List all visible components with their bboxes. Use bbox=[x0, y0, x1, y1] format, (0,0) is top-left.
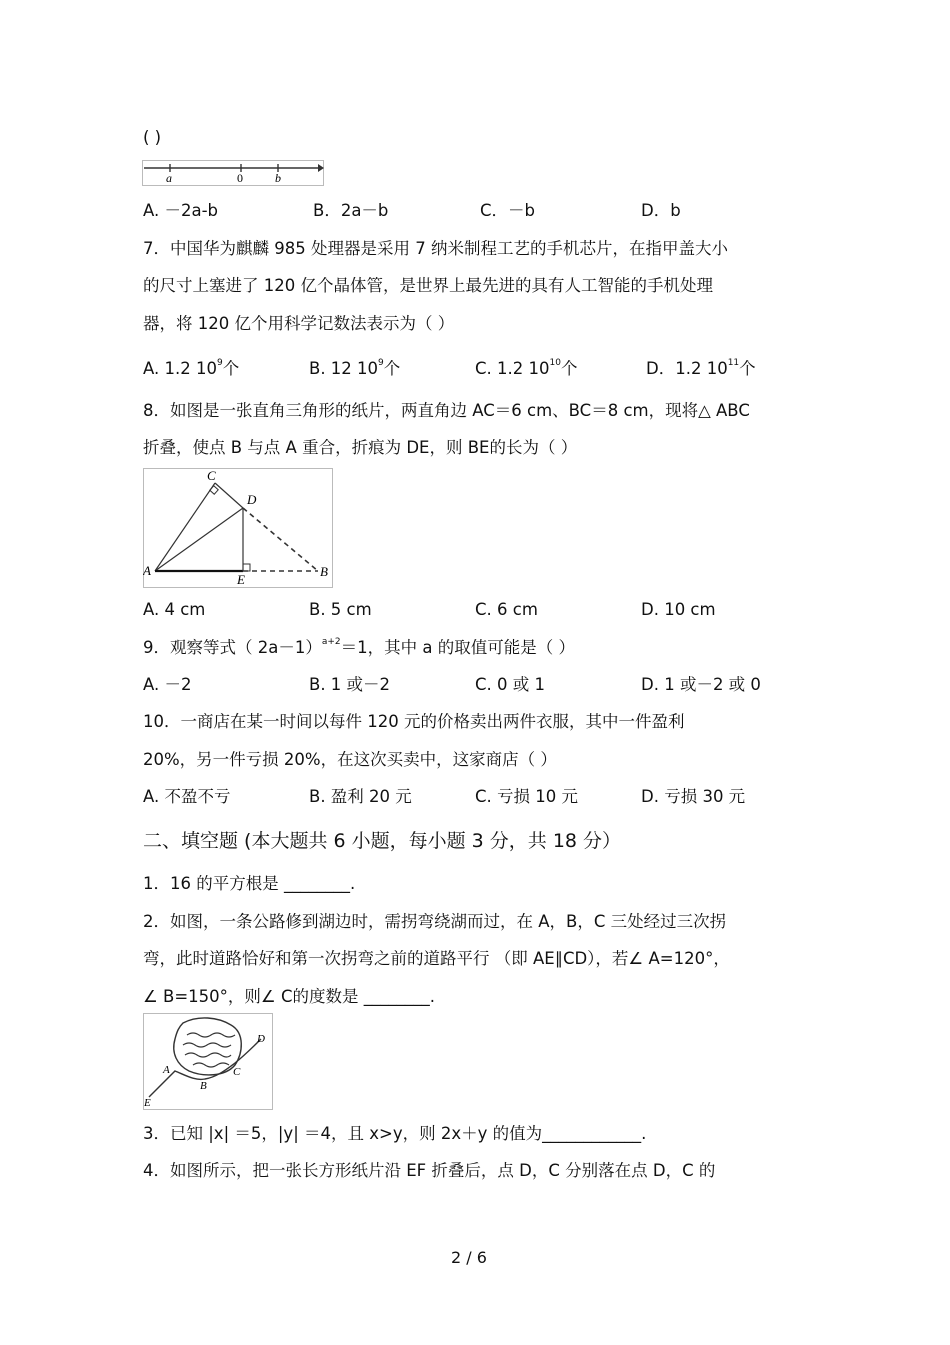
q7-option-d: D．1.2 $10^{11}$个 bbox=[646, 358, 756, 378]
q10-option-a: A. 不盈不亏 bbox=[143, 787, 231, 806]
fig8-label-c: C bbox=[207, 468, 216, 483]
page-number: 2 / 6 bbox=[451, 1248, 487, 1267]
numline-label-a: a bbox=[166, 171, 172, 185]
q8-line-1: 8．如图是一张直角三角形的纸片，两直角边 AC＝6 cm、BC＝8 cm，现将△ ABC bbox=[143, 401, 750, 420]
fill-4: 4．如图所示，把一张长方形纸片沿 EF 折叠后，点 D，C 分别落在点 D，C 的 bbox=[143, 1161, 716, 1180]
q10-option-b: B. 盈利 20 元 bbox=[309, 787, 412, 806]
q9-option-a: A. －2 bbox=[143, 675, 192, 694]
q8-option-c: C. 6 cm bbox=[475, 600, 538, 619]
fig2-label-e: E bbox=[144, 1097, 151, 1109]
q9-stem: 9．观察等式（ 2a－1）$^{a+2}$＝1，其中 a 的取值可能是（ ） bbox=[143, 637, 575, 657]
q6-option-c: C．－b bbox=[480, 201, 535, 220]
q8-option-a: A. 4 cm bbox=[143, 600, 206, 619]
fill-2-line-3: ∠ B=150°，则∠ C的度数是 ________. bbox=[143, 987, 435, 1006]
q9-option-d: D. 1 或－2 或 0 bbox=[641, 675, 761, 694]
numline-label-0: 0 bbox=[237, 171, 243, 185]
fig2-label-b: B bbox=[200, 1080, 207, 1092]
q8-option-b: B. 5 cm bbox=[309, 600, 372, 619]
q6-option-b: B．2a－b bbox=[313, 201, 389, 220]
triangle-fold-figure bbox=[143, 468, 333, 588]
q7-option-c: C. 1.2 $10^{10}$个 bbox=[475, 358, 578, 378]
q10-line-2: 20%，另一件亏损 20%，在这次买卖中，这家商店（ ） bbox=[143, 750, 557, 769]
numline-label-b: b bbox=[275, 171, 281, 185]
q8-line-2: 折叠，使点 B 与点 A 重合，折痕为 DE，则 BE的长为（ ） bbox=[143, 438, 578, 457]
q7-line-3: 器，将 120 亿个用科学记数法表示为（ ） bbox=[143, 314, 455, 333]
q10-line-1: 10．一商店在某一时间以每件 120 元的价格卖出两件衣服，其中一件盈利 bbox=[143, 712, 685, 731]
fig8-label-b: B bbox=[320, 564, 328, 579]
q7-option-b: B. 12 $10^9$个 bbox=[309, 358, 401, 378]
fig2-label-c: C bbox=[233, 1066, 241, 1078]
fill-2-line-2: 弯，此时道路恰好和第一次拐弯之前的道路平行 （即 AE∥CD），若∠ A=120°， bbox=[143, 949, 730, 968]
fig8-label-d: D bbox=[247, 492, 257, 507]
q7-option-a: A. 1.2 $10^9$个 bbox=[143, 358, 240, 378]
fig2-label-a: A bbox=[163, 1064, 170, 1076]
q6-option-a: A. －2a-b bbox=[143, 201, 219, 220]
q10-option-d: D. 亏损 30 元 bbox=[641, 787, 746, 806]
lake-road-figure bbox=[143, 1013, 273, 1110]
section-2-heading: 二、填空题 (本大题共 6 小题，每小题 3 分，共 18 分） bbox=[143, 830, 622, 852]
fill-2-line-1: 2．如图，一条公路修到湖边时，需拐弯绕湖而过，在 A，B，C 三处经过三次拐 bbox=[143, 912, 727, 931]
fill-3: 3．已知 |x| ＝5，|y| ＝4，且 x>y，则 2x＋y 的值为____________. bbox=[143, 1124, 647, 1143]
q6-option-d: D．b bbox=[641, 201, 681, 220]
fig2-label-d: D bbox=[257, 1033, 265, 1045]
number-line-figure bbox=[142, 160, 324, 186]
fig8-label-e: E bbox=[237, 572, 245, 587]
q7-line-2: 的尺寸上塞进了 120 亿个晶体管，是世界上最先进的具有人工智能的手机处理 bbox=[143, 276, 713, 295]
fill-1: 1．16 的平方根是 ________. bbox=[143, 874, 356, 893]
fig8-label-a: A bbox=[143, 563, 151, 578]
q8-option-d: D. 10 cm bbox=[641, 600, 716, 619]
q7-line-1: 7．中国华为麒麟 985 处理器是采用 7 纳米制程工艺的手机芯片，在指甲盖大小 bbox=[143, 239, 728, 258]
q9-option-c: C. 0 或 1 bbox=[475, 675, 545, 694]
q9-option-b: B. 1 或－2 bbox=[309, 675, 391, 694]
q10-option-c: C. 亏损 10 元 bbox=[475, 787, 578, 806]
q6-paren: ( ) bbox=[143, 128, 162, 147]
